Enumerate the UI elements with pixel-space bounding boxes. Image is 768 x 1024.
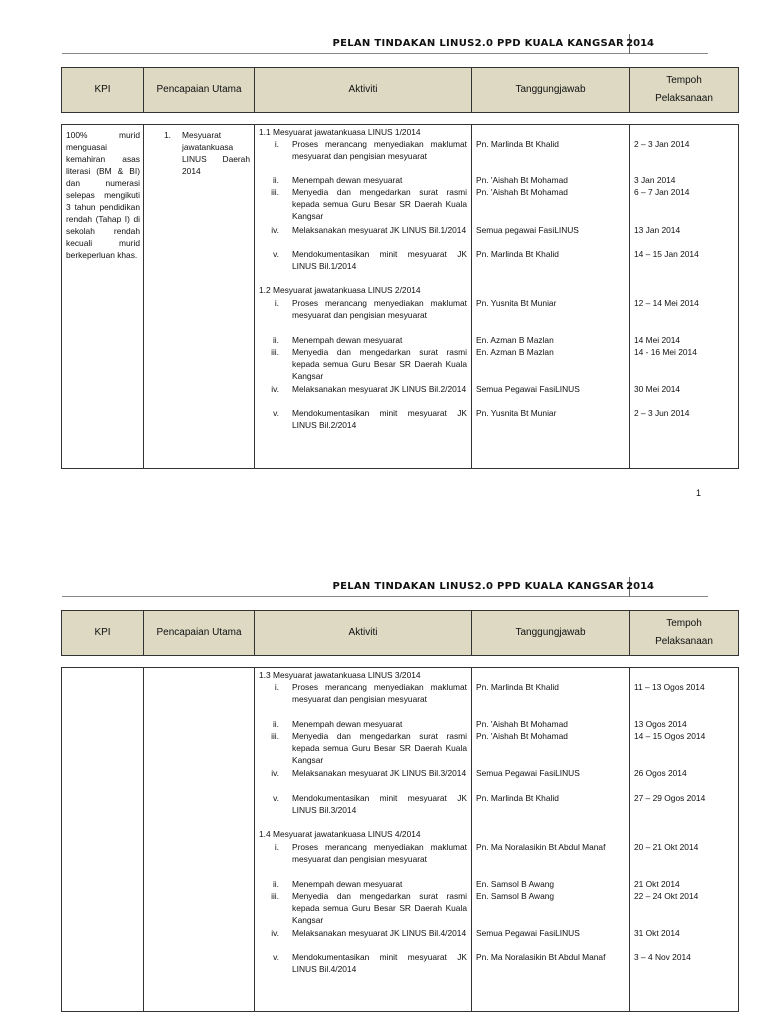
date-range: 14 – 15 Jan 2014 [634, 249, 699, 259]
section-title: 1.2 Mesyuarat jawatankuasa LINUS 2/2014 [259, 285, 421, 295]
activity-text: Mendokumentasikan minit mesyuarat JK LINUS Bil.1/2014 [292, 249, 467, 271]
activity-text: Menempah dewan mesyuarat [292, 719, 403, 729]
table-body-page1 [61, 124, 739, 469]
item-number: i. [274, 298, 279, 308]
date-range: 13 Ogos 2014 [634, 719, 687, 729]
activity-text: Menempah dewan mesyuarat [292, 175, 403, 185]
section-title: 1.3 Mesyuarat jawatankuasa LINUS 3/2014 [259, 670, 421, 680]
activity-text: Proses merancang menyediakan maklumat mesyuarat dan pengisian mesyuarat [292, 139, 467, 161]
item-number: v. [273, 408, 279, 418]
responsible-person: Semua pegawai FasiLINUS [476, 225, 579, 235]
activity-text: Menempah dewan mesyuarat [292, 335, 403, 345]
responsible-person: Pn. Yusnita Bt Muniar [476, 408, 557, 418]
tanggungjawab-cell [472, 668, 630, 1011]
responsible-person: Semua Pegawai FasiLINUS [476, 768, 580, 778]
activity-text: Proses merancang menyediakan maklumat mesyuarat dan pengisian mesyuarat [292, 682, 467, 704]
item-number: iv. [271, 384, 279, 394]
item-number: i. [274, 842, 279, 852]
item-number: ii. [272, 175, 279, 185]
item-number: iv. [271, 928, 279, 938]
section-title: 1.1 Mesyuarat jawatankuasa LINUS 1/2014 [259, 127, 421, 137]
responsible-person: Pn. Marlinda Bt Khalid [476, 682, 559, 692]
date-range: 22 – 24 Okt 2014 [634, 891, 699, 901]
activity-text: Menyedia dan mengedarkan surat rasmi kepada semua Guru Besar SR Daerah Kuala Kangsar [292, 731, 467, 765]
responsible-person: Semua Pegawai FasiLINUS [476, 928, 580, 938]
responsible-person: Pn. Marlinda Bt Khalid [476, 793, 559, 803]
responsible-person: Semua Pegawai FasiLINUS [476, 384, 580, 394]
responsible-person: En. Samsol B Awang [476, 891, 555, 901]
responsible-person: En. Samsol B Awang [476, 879, 555, 889]
activity-text: Menyedia dan mengedarkan surat rasmi kepada semua Guru Besar SR Daerah Kuala Kangsar [292, 347, 467, 381]
tanggungjawab-cell [472, 125, 630, 468]
responsible-person: Pn. Yusnita Bt Muniar [476, 298, 557, 308]
item-number: ii. [272, 879, 279, 889]
responsible-person: Pn. Ma Noralasikin Bt Abdul Manaf [476, 842, 606, 852]
pencapaian-cell [144, 668, 255, 1011]
date-range: 3 – 4 Nov 2014 [634, 952, 691, 962]
item-number: iii. [271, 187, 279, 197]
kpi-text: 100% murid menguasai kemahiran asas literasi (BM & BI) dan numerasi selepas mengikuti 3 tahun pendidikan rendah (Tahap I) di sekolah rendah kecuali murid berkeperluan khas. [66, 130, 140, 260]
responsible-person: Pn. Marlinda Bt Khalid [476, 249, 559, 259]
activity-text: Melaksanakan mesyuarat JK LINUS Bil.1/2014 [292, 225, 467, 235]
header-title: PELAN TINDAKAN LINUS2.0 PPD KUALA KANGSAR [332, 581, 624, 592]
date-range: 12 – 14 Mei 2014 [634, 298, 699, 308]
responsible-person: Pn. 'Aishah Bt Mohamad [476, 731, 568, 741]
table-header [61, 610, 739, 656]
item-number: i. [274, 682, 279, 692]
date-range: 2 – 3 Jun 2014 [634, 408, 690, 418]
header-year: 2014 [626, 581, 654, 592]
activity-text: Proses merancang menyediakan maklumat mesyuarat dan pengisian mesyuarat [292, 842, 467, 864]
item-number: v. [273, 952, 279, 962]
item-number: v. [273, 793, 279, 803]
responsible-person: Pn. 'Aishah Bt Mohamad [476, 719, 568, 729]
item-number: iii. [271, 347, 279, 357]
responsible-person: Pn. Marlinda Bt Khalid [476, 139, 559, 149]
date-range: 6 – 7 Jan 2014 [634, 187, 690, 197]
pencapaian-text: Mesyuarat jawatankuasa LINUS Daerah 2014 [182, 130, 250, 176]
activity-text: Mendokumentasikan minit mesyuarat JK LINUS Bil.3/2014 [292, 793, 467, 815]
table-body-page2 [61, 667, 739, 1012]
col-tempoh [630, 611, 738, 655]
date-range: 3 Jan 2014 [634, 175, 676, 185]
date-range: 26 Ogos 2014 [634, 768, 687, 778]
tempoh-cell [630, 125, 738, 468]
col-aktiviti: Aktiviti [255, 611, 472, 655]
date-range: 11 – 13 Ogos 2014 [634, 682, 705, 692]
date-range: 21 Okt 2014 [634, 879, 680, 889]
date-range: 14 - 16 Mei 2014 [634, 347, 697, 357]
date-range: 13 Jan 2014 [634, 225, 681, 235]
responsible-person: Pn. 'Aishah Bt Mohamad [476, 175, 568, 185]
aktiviti-cell [255, 125, 472, 468]
item-number: v. [273, 249, 279, 259]
date-range: 2 – 3 Jan 2014 [634, 139, 690, 149]
responsible-person: En. Azman B Mazlan [476, 335, 554, 345]
item-number: iv. [271, 768, 279, 778]
activity-text: Menempah dewan mesyuarat [292, 879, 403, 889]
activity-text: Melaksanakan mesyuarat JK LINUS Bil.4/2014 [292, 928, 467, 938]
date-range: 14 Mei 2014 [634, 335, 681, 345]
item-number: ii. [272, 719, 279, 729]
activity-text: Proses merancang menyediakan maklumat mesyuarat dan pengisian mesyuarat [292, 298, 467, 320]
item-number: i. [274, 139, 279, 149]
header-title: PELAN TINDAKAN LINUS2.0 PPD KUALA KANGSAR [332, 38, 624, 49]
pencapaian-number: 1. [164, 130, 171, 140]
col-tempoh-line2: Pelaksanaan [655, 93, 713, 104]
col-aktiviti: Aktiviti [255, 68, 472, 112]
header-year: 2014 [626, 38, 654, 49]
col-pencapaian: Pencapaian Utama [144, 611, 255, 655]
col-tanggungjawab: Tanggungjawab [472, 611, 630, 655]
aktiviti-cell [255, 668, 472, 1011]
tempoh-cell [630, 668, 738, 1011]
responsible-person: En. Azman B Mazlan [476, 347, 554, 357]
col-kpi: KPI [62, 68, 144, 112]
responsible-person: Pn. Ma Noralasikin Bt Abdul Manaf [476, 952, 606, 962]
item-number: iii. [271, 731, 279, 741]
item-number: ii. [272, 335, 279, 345]
activity-text: Melaksanakan mesyuarat JK LINUS Bil.2/2014 [292, 384, 467, 394]
page-header [62, 575, 708, 597]
date-range: 14 – 15 Ogos 2014 [634, 731, 706, 741]
col-tempoh-line2: Pelaksanaan [655, 636, 713, 647]
activity-text: Menyedia dan mengedarkan surat rasmi kepada semua Guru Besar SR Daerah Kuala Kangsar [292, 891, 467, 925]
activity-text: Mendokumentasikan minit mesyuarat JK LINUS Bil.2/2014 [292, 408, 467, 430]
table-header [61, 67, 739, 113]
kpi-cell [62, 125, 144, 468]
activity-text: Melaksanakan mesyuarat JK LINUS Bil.3/2014 [292, 768, 467, 778]
col-tempoh-line1: Tempoh [666, 618, 702, 629]
responsible-person: Pn. 'Aishah Bt Mohamad [476, 187, 568, 197]
col-tanggungjawab: Tanggungjawab [472, 68, 630, 112]
date-range: 30 Mei 2014 [634, 384, 681, 394]
pencapaian-cell [144, 125, 255, 468]
page-number: 1 [696, 488, 702, 498]
kpi-cell [62, 668, 144, 1011]
col-tempoh-line1: Tempoh [666, 75, 702, 86]
date-range: 27 – 29 Ogos 2014 [634, 793, 706, 803]
page-header [62, 32, 708, 54]
activity-text: Mendokumentasikan minit mesyuarat JK LINUS Bil.4/2014 [292, 952, 467, 974]
col-kpi: KPI [62, 611, 144, 655]
col-pencapaian: Pencapaian Utama [144, 68, 255, 112]
date-range: 20 – 21 Okt 2014 [634, 842, 699, 852]
col-tempoh [630, 68, 738, 112]
section-title: 1.4 Mesyuarat jawatankuasa LINUS 4/2014 [259, 829, 421, 839]
date-range: 31 Okt 2014 [634, 928, 680, 938]
item-number: iv. [271, 225, 279, 235]
item-number: iii. [271, 891, 279, 901]
activity-text: Menyedia dan mengedarkan surat rasmi kepada semua Guru Besar SR Daerah Kuala Kangsar [292, 187, 467, 221]
